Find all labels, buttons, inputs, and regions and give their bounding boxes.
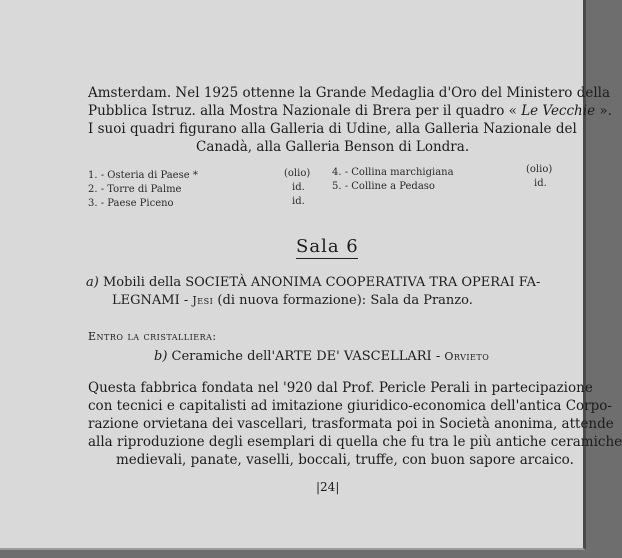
paragraph-line-1: Questa fabbrica fondata nel '920 dal Prof. Pericle Perali in partecipazione	[88, 380, 593, 396]
intro-line-4: Canadà, alla Galleria Benson di Londra.	[196, 139, 470, 155]
paragraph-line-5: medievali, panate, vaselli, boccali, truffe, con buon sapore arcaico.	[116, 452, 574, 468]
work-1-title: 1. - Osteria di Paese *	[88, 170, 198, 181]
work-2-title: 2. - Torre di Palme	[88, 184, 182, 195]
intro-line-2	[88, 102, 612, 120]
section-a-text-2a: LEGNAMI -	[112, 293, 189, 308]
section-a-line-1	[86, 274, 540, 292]
section-a-text-1: Mobili della SOCIETÀ ANONIMA COOPERATIVA TRA OPERAI FA-	[102, 275, 541, 290]
page-number: |24|	[316, 480, 340, 494]
section-a-marker: a)	[86, 275, 99, 290]
intro-line-1: Amsterdam. Nel 1925 ottenne la Grande Medaglia d'Oro del Ministero della	[88, 85, 611, 101]
section-a-text-2c: (di nuova formazione): Sala da Pranzo.	[217, 293, 473, 308]
intro-line-3: I suoi quadri figurano alla Galleria di Udine, alla Galleria Nazionale del	[88, 121, 577, 137]
intro-line-2-c: ».	[599, 103, 612, 119]
paragraph-line-4: alla riproduzione degli esemplari di quella che fu tra le più antiche ceramiche	[88, 434, 622, 450]
work-5-medium: id.	[534, 178, 547, 189]
sala-title: Sala 6	[296, 236, 359, 257]
work-4-title: 4. - Collina marchigiana	[332, 167, 454, 178]
paragraph-line-2: con tecnici e capitalisti ad imitazione giuridico-economica dell'antica Corpo-	[88, 398, 612, 414]
sala-title-underline	[296, 258, 358, 259]
painting-title: Le Vecchie	[521, 103, 596, 119]
paragraph-line-3: razione orvietana dei vascellari, trasformata poi in Società anonima, attende	[88, 416, 614, 432]
work-3-medium: id.	[292, 196, 305, 207]
work-2-medium: id.	[292, 182, 305, 193]
section-b-line	[154, 348, 489, 366]
work-3-title: 3. - Paese Piceno	[88, 198, 174, 209]
section-a-line-2	[112, 292, 473, 310]
work-5-title: 5. - Colline a Pedaso	[332, 181, 435, 192]
section-b-city: Orvieto	[444, 350, 490, 363]
section-b-marker: b)	[154, 349, 168, 364]
section-b-heading: Entro la cristalliera:	[88, 330, 217, 343]
intro-line-2-a: Pubblica Istruz. alla Mostra Nazionale di Brera per il quadro «	[88, 103, 517, 119]
section-a-city: Jesi	[192, 294, 214, 307]
work-4-medium: (olio)	[526, 164, 553, 175]
section-b-text: Ceramiche dell'ARTE DE' VASCELLARI -	[171, 349, 441, 364]
work-1-medium: (olio)	[284, 168, 311, 179]
